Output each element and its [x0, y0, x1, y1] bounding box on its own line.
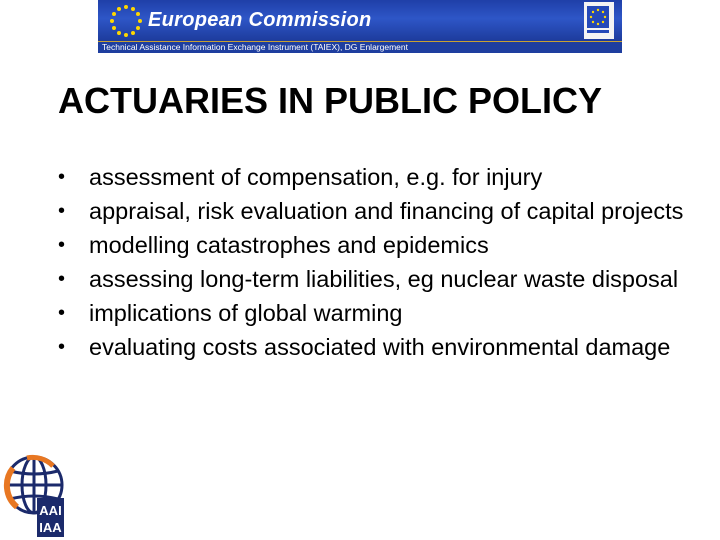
- bullet-text: implications of global warming: [89, 300, 403, 326]
- bullet-dot-icon: •: [58, 234, 66, 256]
- bullet-text: appraisal, risk evaluation and financing of capital projects: [89, 198, 684, 224]
- bullet-item: [58, 160, 708, 194]
- bullet-text: assessing long-term liabilities, eg nuclear waste disposal: [89, 266, 679, 292]
- banner-subtitle: Technical Assistance Information Exchange Instrument (TAIEX), DG Enlargement: [102, 42, 408, 52]
- bullet-dot-icon: •: [58, 336, 66, 358]
- bullet-item: [58, 296, 708, 330]
- banner-top-bar: [98, 0, 622, 41]
- ec-banner: [98, 0, 622, 53]
- logo-text-aai: AAI: [39, 503, 62, 518]
- globe-accent-left: [7, 468, 17, 507]
- banner-subtitle-bar: [98, 41, 622, 53]
- bullet-text: assessment of compensation, e.g. for injury: [89, 164, 543, 190]
- bullet-text: modelling catastrophes and epidemics: [89, 232, 489, 258]
- bullet-list: [58, 160, 708, 364]
- bullet-item: [58, 228, 708, 262]
- eu-stars-icon: [108, 3, 144, 39]
- bullet-dot-icon: •: [58, 268, 66, 290]
- bullet-dot-icon: •: [58, 166, 66, 188]
- logo-text-iaa: IAA: [39, 520, 62, 535]
- aai-iaa-logo: [3, 452, 65, 538]
- bullet-item: [58, 330, 708, 364]
- banner-title: European Commission: [148, 9, 372, 31]
- bullet-item: [58, 194, 708, 228]
- eu-flag-icon: [584, 2, 614, 39]
- bullet-dot-icon: •: [58, 302, 66, 324]
- bullet-text: evaluating costs associated with environmental damage: [89, 334, 671, 360]
- slide-title: ACTUARIES IN PUBLIC POLICY: [58, 80, 603, 121]
- bullet-dot-icon: •: [58, 200, 66, 222]
- bullet-item: [58, 262, 708, 296]
